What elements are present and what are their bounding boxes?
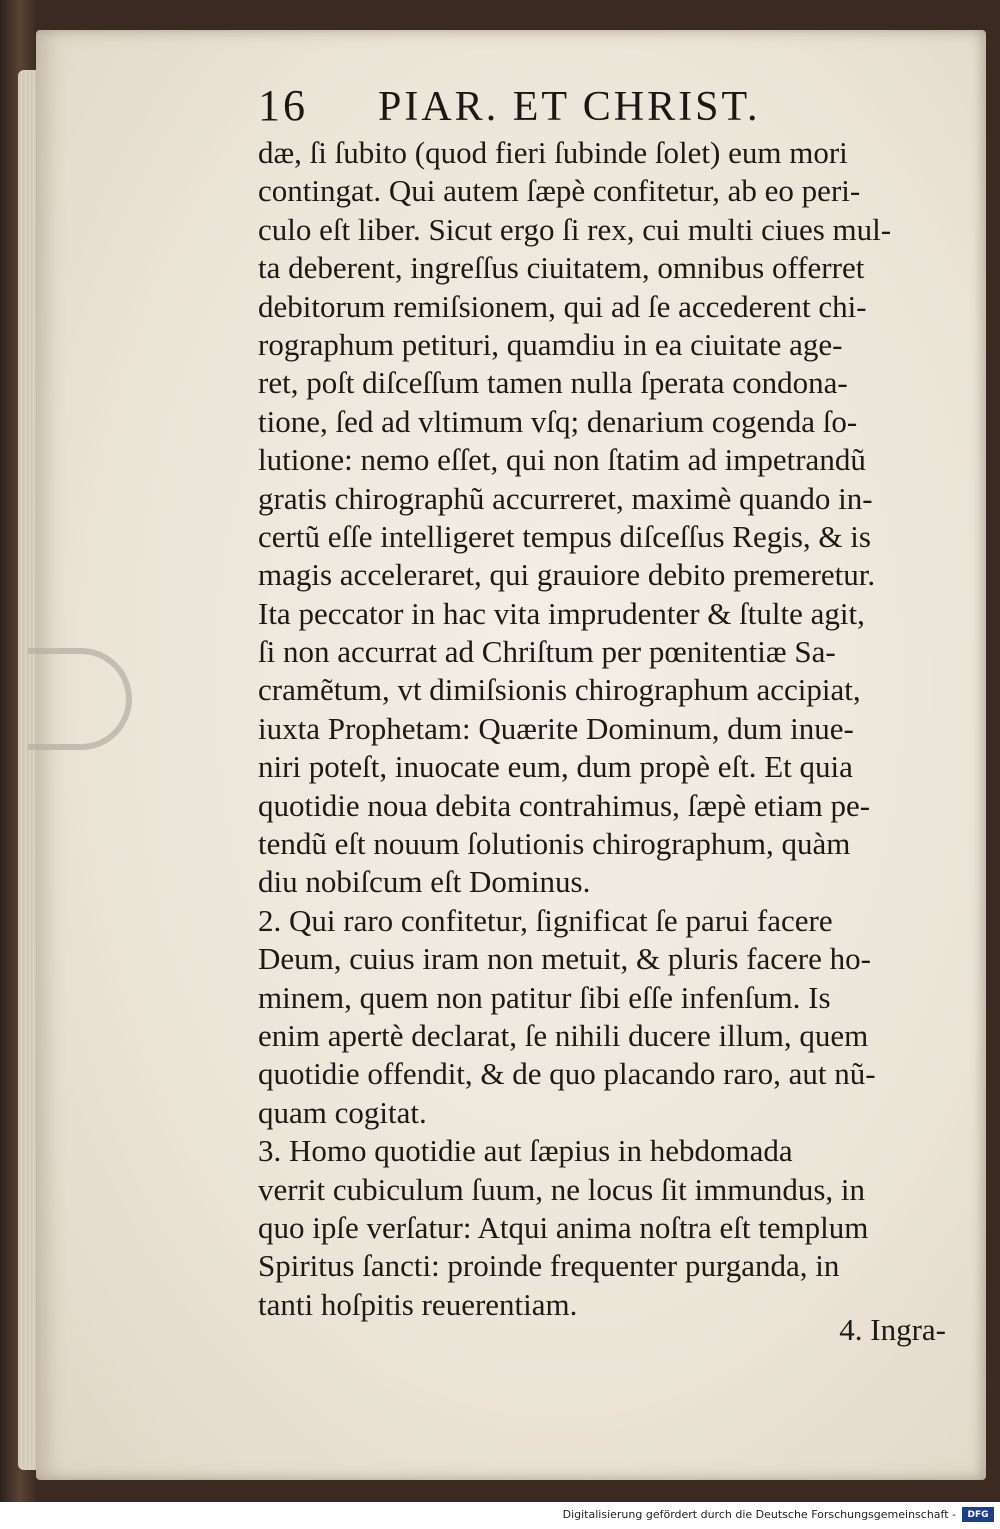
page-clip [28,648,132,750]
body-text [258,134,970,1324]
text-line: tione, ſed ad vltimum vſq; denarium cogenda ſo- [258,403,858,439]
text-line: diu nobiſcum eſt Dominus. [258,864,591,900]
text-line: quam cogitat. [258,1094,427,1130]
text-line: tanti hoſpitis reuerentiam. [258,1286,578,1322]
running-header [258,80,868,130]
funding-credit: Digitalisierung gefördert durch die Deutsche Forschungsgemeinschaft - [562,1508,956,1521]
text-line: iuxta Prophetam: Quærite Dominum, dum inue- [258,710,854,746]
text-line: debitorum remiſsionem, qui ad ſe accederent chi- [258,288,867,324]
text-line: quotidie noua debita contrahimus, ſæpè etiam pe- [258,787,871,823]
text-line: gratis chirographũ accurreret, maximè quando in- [258,480,873,516]
text-line: Ita peccator in hac vita imprudenter & ſtulte agit, [258,595,865,631]
text-line: culo eſt liber. Sicut ergo ſi rex, cui multi ciues mul- [258,211,892,247]
text-line: cramẽtum, vt dimiſsionis chirographum accipiat, [258,672,861,708]
text-line: certũ eſſe intelligeret tempus diſceſſus Regis, & is [258,518,871,554]
digitization-footer [0,1502,1000,1529]
text-line: ſi non accurrat ad Chriſtum per pœnitentiæ Sa- [258,634,836,670]
text-line: Deum, cuius iram non metuit, & pluris facere ho- [258,941,871,977]
text-line: verrit cubiculum ſuum, ne locus ſit immundus, in [258,1171,866,1207]
text-line: rographum petituri, quamdiu in ea ciuitate age- [258,326,843,362]
text-line: niri poteſt, inuocate eum, dum propè eſt. Et quia [258,749,853,785]
text-line: ta deberent, ingreſſus ciuitatem, omnibus offerret [258,250,865,286]
text-line: minem, quem non patitur ſibi eſſe infenſum. Is [258,979,831,1015]
running-title: PIAR. ET CHRIST. [378,84,761,130]
text-line: lutione: nemo eſſet, qui non ſtatim ad impetrandũ [258,442,866,478]
dfg-logo: DFG [962,1507,994,1522]
text-line: quotidie offendit, & de quo placando raro, aut nũ- [258,1056,876,1092]
text-line: Spiritus ſancti: proinde frequenter purganda, in [258,1248,840,1284]
text-line: contingat. Qui autem ſæpè confitetur, ab eo peri- [258,173,861,209]
text-line: ret, poſt diſceſſum tamen nulla ſperata condona- [258,365,848,401]
text-line: tendũ eſt nouum ſolutionis chirographum, quàm [258,826,851,862]
text-line: quo ipſe verſatur: Atqui anima noſtra eſt templum [258,1209,869,1245]
text-line: 2. Qui raro confitetur, ſignificat ſe parui facere [258,902,833,938]
page-number: 16 [258,81,308,130]
text-line: dæ, ſi ſubito (quod fieri ſubinde ſolet) eum mori [258,135,848,170]
text-line: magis acceleraret, qui grauiore debito premeretur. [258,557,876,593]
text-line: 3. Homo quotidie aut ſæpius in hebdomada [258,1133,793,1169]
text-line: enim apertè declarat, ſe nihili ducere illum, quem [258,1017,869,1053]
catchword: 4. Ingra- [839,1312,946,1347]
